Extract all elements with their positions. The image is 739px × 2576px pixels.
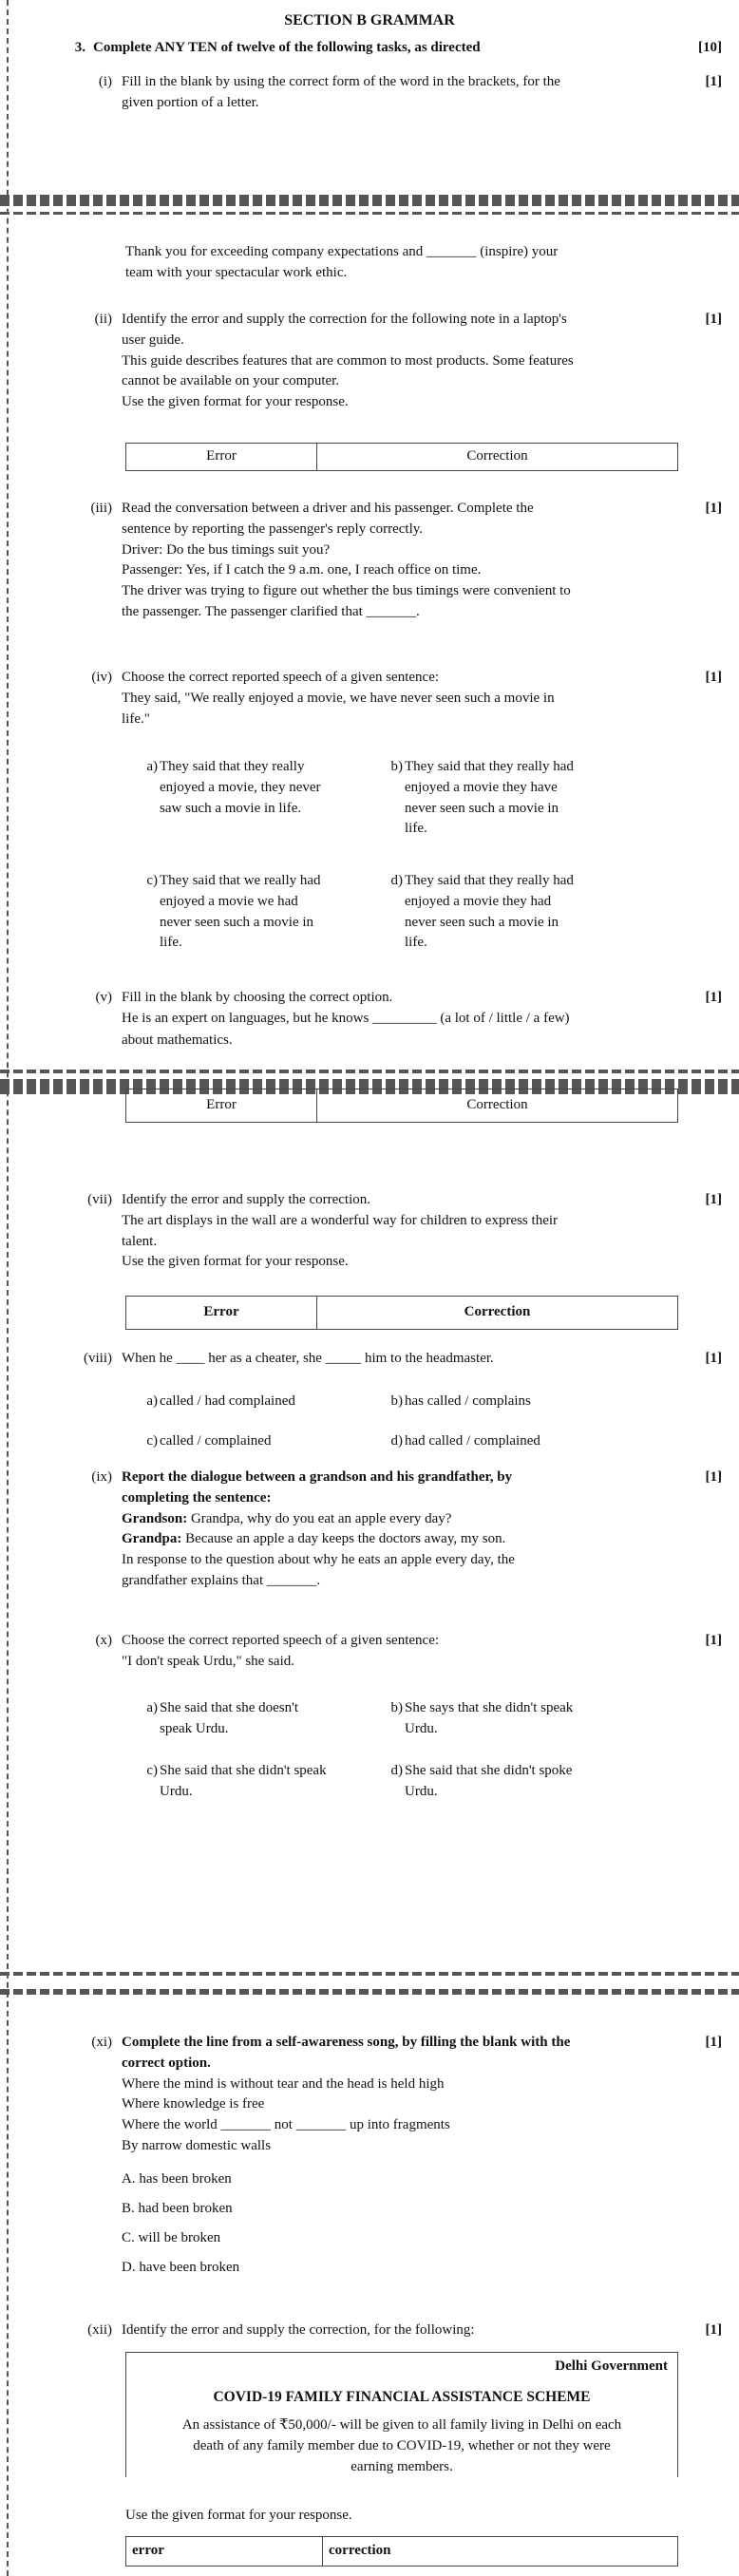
option-text: She said that she doesn't bbox=[160, 1700, 299, 1715]
item-marks: [1] bbox=[705, 501, 722, 516]
option-text: speak Urdu. bbox=[160, 1720, 229, 1736]
option-a[interactable] bbox=[141, 757, 388, 819]
item-marks: [1] bbox=[705, 74, 722, 89]
table-header-correction: Correction bbox=[464, 1304, 531, 1320]
option-text: life. bbox=[405, 821, 427, 837]
table-header-correction: Correction bbox=[466, 448, 528, 464]
option-text: She said that she didn't speak bbox=[160, 1763, 327, 1778]
option-a[interactable] bbox=[141, 1392, 388, 1412]
item-v bbox=[0, 988, 739, 1048]
page-break-divider bbox=[0, 212, 739, 215]
item-number: (xi) bbox=[91, 2035, 112, 2050]
item-text: Fill in the blank by using the correct form of the word in the brackets, for the bbox=[122, 74, 560, 89]
passage-line: team with your spectacular work ethic. bbox=[125, 264, 348, 280]
error-correction-table bbox=[125, 1089, 678, 1123]
item-text: Complete the line from a self-awareness song, by filling the blank with the bbox=[122, 2035, 571, 2050]
item-text: "I don't speak Urdu," she said. bbox=[122, 1653, 294, 1669]
page-break-divider bbox=[0, 1972, 739, 1976]
option-text: never seen such a movie in bbox=[160, 914, 314, 930]
item-marks: [1] bbox=[705, 1469, 722, 1485]
speech-text: Because an apple a day keeps the doctors away, my son. bbox=[181, 1531, 506, 1547]
item-vii bbox=[0, 1190, 739, 1273]
option-label: b) bbox=[390, 1700, 403, 1715]
item-number: (v) bbox=[95, 990, 112, 1005]
option-text: They said that they really bbox=[160, 759, 305, 774]
item-text: talent. bbox=[122, 1233, 158, 1249]
item-text: grandfather explains that _______. bbox=[122, 1572, 321, 1588]
page-break-divider bbox=[0, 1989, 739, 1995]
item-marks: [1] bbox=[705, 312, 722, 327]
option-a[interactable] bbox=[141, 1698, 388, 1740]
item-x bbox=[0, 1631, 739, 1673]
option-d[interactable]: D. have been broken bbox=[122, 2259, 240, 2275]
item-marks: [1] bbox=[705, 1351, 722, 1366]
page-break-divider bbox=[0, 195, 739, 206]
item-text: Driver: Do the bus timings suit you? bbox=[122, 541, 331, 558]
option-label: d) bbox=[390, 1763, 403, 1778]
option-label: b) bbox=[390, 1393, 403, 1409]
item-number: (iii) bbox=[90, 501, 112, 516]
item-number: (viii) bbox=[84, 1351, 112, 1366]
error-correction-table bbox=[125, 2536, 678, 2567]
option-text: life. bbox=[405, 935, 427, 951]
notice-text: death of any family member due to COVID-19, whether or not they were bbox=[193, 2437, 611, 2453]
notice-text: An assistance of ₹50,000/- will be given to all family living in Delhi on each bbox=[181, 2417, 622, 2434]
item-text: Use the given format for your response. bbox=[122, 1254, 349, 1270]
table-header-error: error bbox=[126, 2537, 323, 2566]
item-text: completing the sentence: bbox=[122, 1489, 272, 1506]
dialogue-line bbox=[122, 1509, 674, 1530]
item-text: Use the given format for your response. bbox=[125, 2508, 352, 2523]
item-marks: [1] bbox=[705, 1192, 722, 1207]
table-header-error: Error bbox=[126, 444, 317, 470]
item-text: This guide describes features that are common to most products. Some features bbox=[122, 352, 574, 369]
option-label: b) bbox=[390, 759, 403, 774]
option-d[interactable] bbox=[386, 1431, 633, 1452]
item-text: correct option. bbox=[122, 2055, 211, 2071]
item-text: When he ____ her as a cheater, she _____ him to the headmaster. bbox=[122, 1351, 494, 1366]
item-viii bbox=[0, 1349, 739, 1370]
option-label: a) bbox=[146, 759, 158, 774]
item-number: (x) bbox=[95, 1633, 112, 1648]
section-title: SECTION B GRAMMAR bbox=[284, 12, 455, 28]
option-text: has called / complains bbox=[405, 1393, 531, 1409]
question-number: 3. bbox=[74, 40, 85, 55]
option-text: had called / complained bbox=[405, 1433, 540, 1449]
item-number: (i) bbox=[98, 74, 112, 89]
item-number: (iv) bbox=[91, 670, 112, 685]
poem-line: Where the world _______ not _______ up into fragments bbox=[122, 2117, 450, 2132]
notice-box bbox=[125, 2352, 678, 2477]
item-marks: [1] bbox=[705, 1633, 722, 1648]
option-text: enjoyed a movie, they never bbox=[160, 779, 321, 795]
option-d[interactable] bbox=[386, 871, 633, 954]
option-label: d) bbox=[390, 873, 403, 888]
table-header-error: Error bbox=[126, 1089, 317, 1122]
option-c[interactable] bbox=[141, 1431, 388, 1452]
poem-line: Where the mind is without tear and the head is held high bbox=[122, 2075, 445, 2092]
option-label: c) bbox=[146, 1763, 158, 1778]
item-text: cannot be available on your computer. bbox=[122, 373, 340, 389]
option-text: Urdu. bbox=[160, 1783, 193, 1799]
option-text: enjoyed a movie they have bbox=[405, 779, 558, 795]
error-correction-table bbox=[125, 1296, 678, 1330]
item-marks: [1] bbox=[705, 990, 722, 1005]
option-b[interactable]: B. had been broken bbox=[122, 2200, 233, 2216]
notice-text: earning members. bbox=[351, 2458, 453, 2474]
item-text: Report the dialogue between a grandson and his grandfather, by bbox=[122, 1469, 513, 1485]
notice-header: Delhi Government bbox=[555, 2358, 668, 2374]
item-text: Read the conversation between a driver and his passenger. Complete the bbox=[122, 501, 534, 516]
notice-title: COVID-19 FAMILY FINANCIAL ASSISTANCE SCHEME bbox=[213, 2388, 591, 2405]
option-a[interactable]: A. has been broken bbox=[122, 2170, 232, 2187]
item-ii bbox=[0, 310, 739, 413]
question-3-header bbox=[0, 38, 739, 59]
option-text: Urdu. bbox=[405, 1783, 438, 1799]
page-break-divider bbox=[0, 1070, 739, 1073]
item-text: Identify the error and supply the correction. bbox=[122, 1192, 370, 1207]
option-label: c) bbox=[146, 873, 158, 888]
option-text: They said that they really had bbox=[405, 759, 574, 774]
option-label: d) bbox=[390, 1433, 403, 1449]
item-number: (ix) bbox=[91, 1469, 112, 1485]
item-i bbox=[0, 72, 739, 114]
table-header-error: Error bbox=[126, 1297, 317, 1329]
option-b[interactable] bbox=[386, 1698, 633, 1740]
option-label: a) bbox=[146, 1700, 158, 1715]
option-text: She says that she didn't speak bbox=[405, 1700, 574, 1715]
option-text: saw such a movie in life. bbox=[160, 800, 302, 816]
option-text: Urdu. bbox=[405, 1720, 438, 1736]
option-text: enjoyed a movie we had bbox=[160, 893, 298, 909]
option-b[interactable] bbox=[386, 1392, 633, 1412]
item-text: Choose the correct reported speech of a given sentence: bbox=[122, 1633, 440, 1648]
item-text: Passenger: Yes, if I catch the 9 a.m. one, I reach office on time. bbox=[122, 562, 482, 578]
item-text: The art displays in the wall are a wonderful way for children to express their bbox=[122, 1212, 559, 1228]
item-iii bbox=[0, 499, 739, 623]
poem-line: Where knowledge is free bbox=[122, 2096, 265, 2112]
item-text: user guide. bbox=[122, 331, 184, 348]
option-c[interactable]: C. will be broken bbox=[122, 2229, 221, 2245]
option-c[interactable] bbox=[141, 1761, 388, 1803]
option-c[interactable] bbox=[141, 871, 388, 954]
option-text: They said that we really had bbox=[160, 873, 321, 888]
item-text: He is an expert on languages, but he knows _________ (a lot of / little / a few) bbox=[122, 1010, 570, 1026]
item-xi bbox=[0, 2033, 739, 2282]
item-text-cut: about mathematics. bbox=[122, 1032, 233, 1048]
table-header-correction: Correction bbox=[466, 1097, 528, 1113]
item-text: Choose the correct reported speech of a given sentence: bbox=[122, 670, 440, 685]
item-text: They said, "We really enjoyed a movie, we have never seen such a movie in bbox=[122, 690, 555, 706]
table-header-correction: correction bbox=[329, 2543, 391, 2559]
speech-text: Grandpa, why do you eat an apple every day? bbox=[187, 1510, 452, 1526]
option-b[interactable] bbox=[386, 757, 633, 840]
dialogue-line bbox=[122, 1529, 674, 1550]
option-label: a) bbox=[146, 1393, 158, 1409]
item-number: (xii) bbox=[87, 2322, 112, 2338]
item-text: Fill in the blank by choosing the correct option. bbox=[122, 990, 393, 1005]
item-iv bbox=[0, 668, 739, 729]
item-i-passage bbox=[0, 242, 739, 284]
item-text: given portion of a letter. bbox=[122, 94, 259, 110]
speaker-label: Grandpa: bbox=[122, 1531, 182, 1547]
option-text: called / complained bbox=[160, 1433, 272, 1449]
item-number: (vii) bbox=[87, 1192, 112, 1207]
option-text: called / had complained bbox=[160, 1393, 295, 1409]
option-label: c) bbox=[146, 1433, 158, 1449]
item-ix bbox=[0, 1468, 739, 1592]
option-text: never seen such a movie in bbox=[405, 800, 559, 816]
item-text: Identify the error and supply the correction for the following note in a laptop's bbox=[122, 312, 567, 327]
item-text: Identify the error and supply the correction, for the following: bbox=[122, 2322, 475, 2338]
option-d[interactable] bbox=[386, 1761, 633, 1803]
passage-line: Thank you for exceeding company expectations and _______ (inspire) your bbox=[125, 244, 559, 259]
item-text: life." bbox=[122, 710, 150, 727]
option-text: enjoyed a movie they had bbox=[405, 893, 552, 909]
item-number: (ii) bbox=[94, 312, 112, 327]
item-text: Use the given format for your response. bbox=[122, 394, 349, 409]
item-marks: [1] bbox=[705, 2035, 722, 2050]
question-marks: [10] bbox=[698, 40, 722, 55]
item-xii bbox=[0, 2320, 739, 2341]
option-text: life. bbox=[160, 935, 182, 951]
item-text: the passenger. The passenger clarified that _______. bbox=[122, 603, 420, 619]
item-text: The driver was trying to figure out whether the bus timings were convenient to bbox=[122, 583, 571, 598]
speaker-label: Grandson: bbox=[122, 1510, 188, 1526]
question-instruction: Complete ANY TEN of twelve of the following tasks, as directed bbox=[93, 40, 481, 55]
option-text: never seen such a movie in bbox=[405, 914, 559, 930]
item-text: In response to the question about why he eats an apple every day, the bbox=[122, 1552, 515, 1567]
item-text: sentence by reporting the passenger's reply correctly. bbox=[122, 521, 424, 537]
item-marks: [1] bbox=[705, 2322, 722, 2338]
item-marks: [1] bbox=[705, 670, 722, 685]
option-text: She said that she didn't spoke bbox=[405, 1763, 573, 1778]
poem-line: By narrow domestic walls bbox=[122, 2137, 272, 2153]
error-correction-table bbox=[125, 443, 678, 471]
option-text: They said that they really had bbox=[405, 873, 574, 888]
